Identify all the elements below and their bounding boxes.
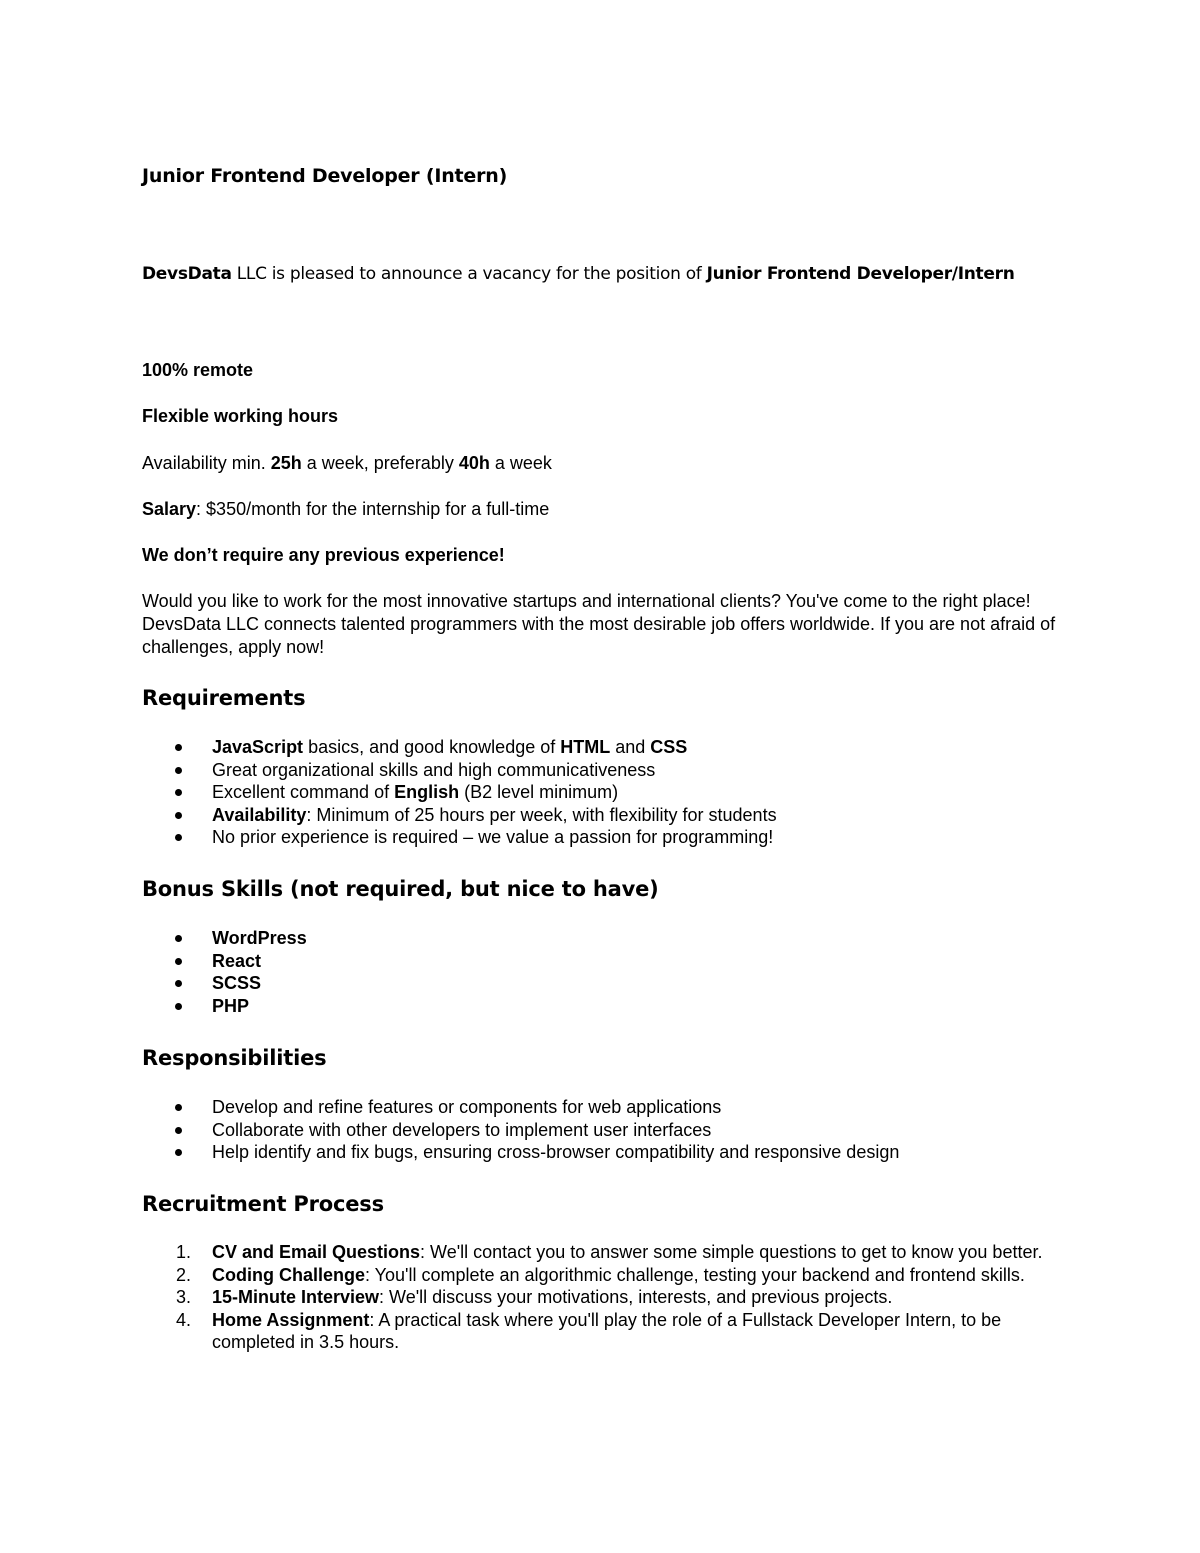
list-item: SCSS xyxy=(142,972,1067,995)
company-name: DevsData xyxy=(142,264,232,284)
bullet-icon xyxy=(175,789,182,796)
salary-line: Salary: $350/month for the internship for a full-time xyxy=(142,499,550,519)
bullet-icon xyxy=(175,1003,182,1010)
list-item: React xyxy=(142,950,1067,973)
list-item: Availability: Minimum of 25 hours per week, with flexibility for students xyxy=(142,804,1067,827)
list-item: No prior experience is required – we value a passion for programming! xyxy=(142,826,1067,849)
list-item: Help identify and fix bugs, ensuring cross-browser compatibility and responsive design xyxy=(142,1141,1067,1164)
list-item: 2. Coding Challenge: You'll complete an algorithmic challenge, testing your backend and frontend skills. xyxy=(176,1264,1025,1285)
bonus-skills-list xyxy=(142,927,1067,1017)
bullet-icon xyxy=(175,935,182,942)
responsibilities-list xyxy=(142,1096,1067,1164)
list-item: Excellent command of English (B2 level minimum) xyxy=(142,781,1067,804)
position-name: Junior Frontend Developer/Intern xyxy=(706,264,1015,284)
list-item: Collaborate with other developers to implement user interfaces xyxy=(142,1119,1067,1142)
list-item: Great organizational skills and high communicativeness xyxy=(142,759,1067,782)
bullet-icon xyxy=(175,812,182,819)
bullet-icon xyxy=(175,767,182,774)
bullet-icon xyxy=(175,1149,182,1156)
recruitment-heading: Recruitment Process xyxy=(142,1192,384,1216)
bullet-icon xyxy=(175,980,182,987)
list-item: 1. CV and Email Questions: We'll contact you to answer some simple questions to get to know you better. xyxy=(176,1242,1043,1262)
availability-line: Availability min. 25h a week, preferably 40h a week xyxy=(142,453,552,473)
list-item: WordPress xyxy=(142,927,1067,950)
bullet-icon xyxy=(175,834,182,841)
remote-line: 100% remote xyxy=(142,360,254,380)
list-item: JavaScript basics, and good knowledge of HTML and CSS xyxy=(142,736,1067,759)
requirements-list xyxy=(142,736,1067,849)
responsibilities-heading: Responsibilities xyxy=(142,1046,327,1070)
list-item: 4. Home Assignment: A practical task where you'll play the role of a Fullstack Developer Intern, to be completed in 3.5 hours. xyxy=(176,1309,1002,1352)
bullet-icon xyxy=(175,1127,182,1134)
pitch-paragraph: Would you like to work for the most innovative startups and international clients? You've come to the right place! DevsData LLC connects talented programmers with the most desirable job offers worldwide. If you are not afraid of challenges, apply now! xyxy=(142,591,1056,657)
flexible-hours-line: Flexible working hours xyxy=(142,406,339,426)
bullet-icon xyxy=(175,744,182,751)
bullet-icon xyxy=(175,1104,182,1111)
page-title: Junior Frontend Developer (Intern) xyxy=(142,165,508,187)
no-experience-line: We don’t require any previous experience! xyxy=(142,545,505,565)
intro-line xyxy=(142,264,1015,284)
list-item: Develop and refine features or components for web applications xyxy=(142,1096,1067,1119)
bullet-icon xyxy=(175,958,182,965)
intro-text: LLC is pleased to announce a vacancy for the position of xyxy=(231,264,707,284)
list-item: 3. 15-Minute Interview: We'll discuss your motivations, interests, and previous projects. xyxy=(176,1287,893,1307)
recruitment-steps xyxy=(142,1241,1067,1354)
list-item: PHP xyxy=(142,995,1067,1018)
requirements-heading: Requirements xyxy=(142,686,306,710)
bonus-skills-heading: Bonus Skills (not required, but nice to have) xyxy=(142,877,659,901)
